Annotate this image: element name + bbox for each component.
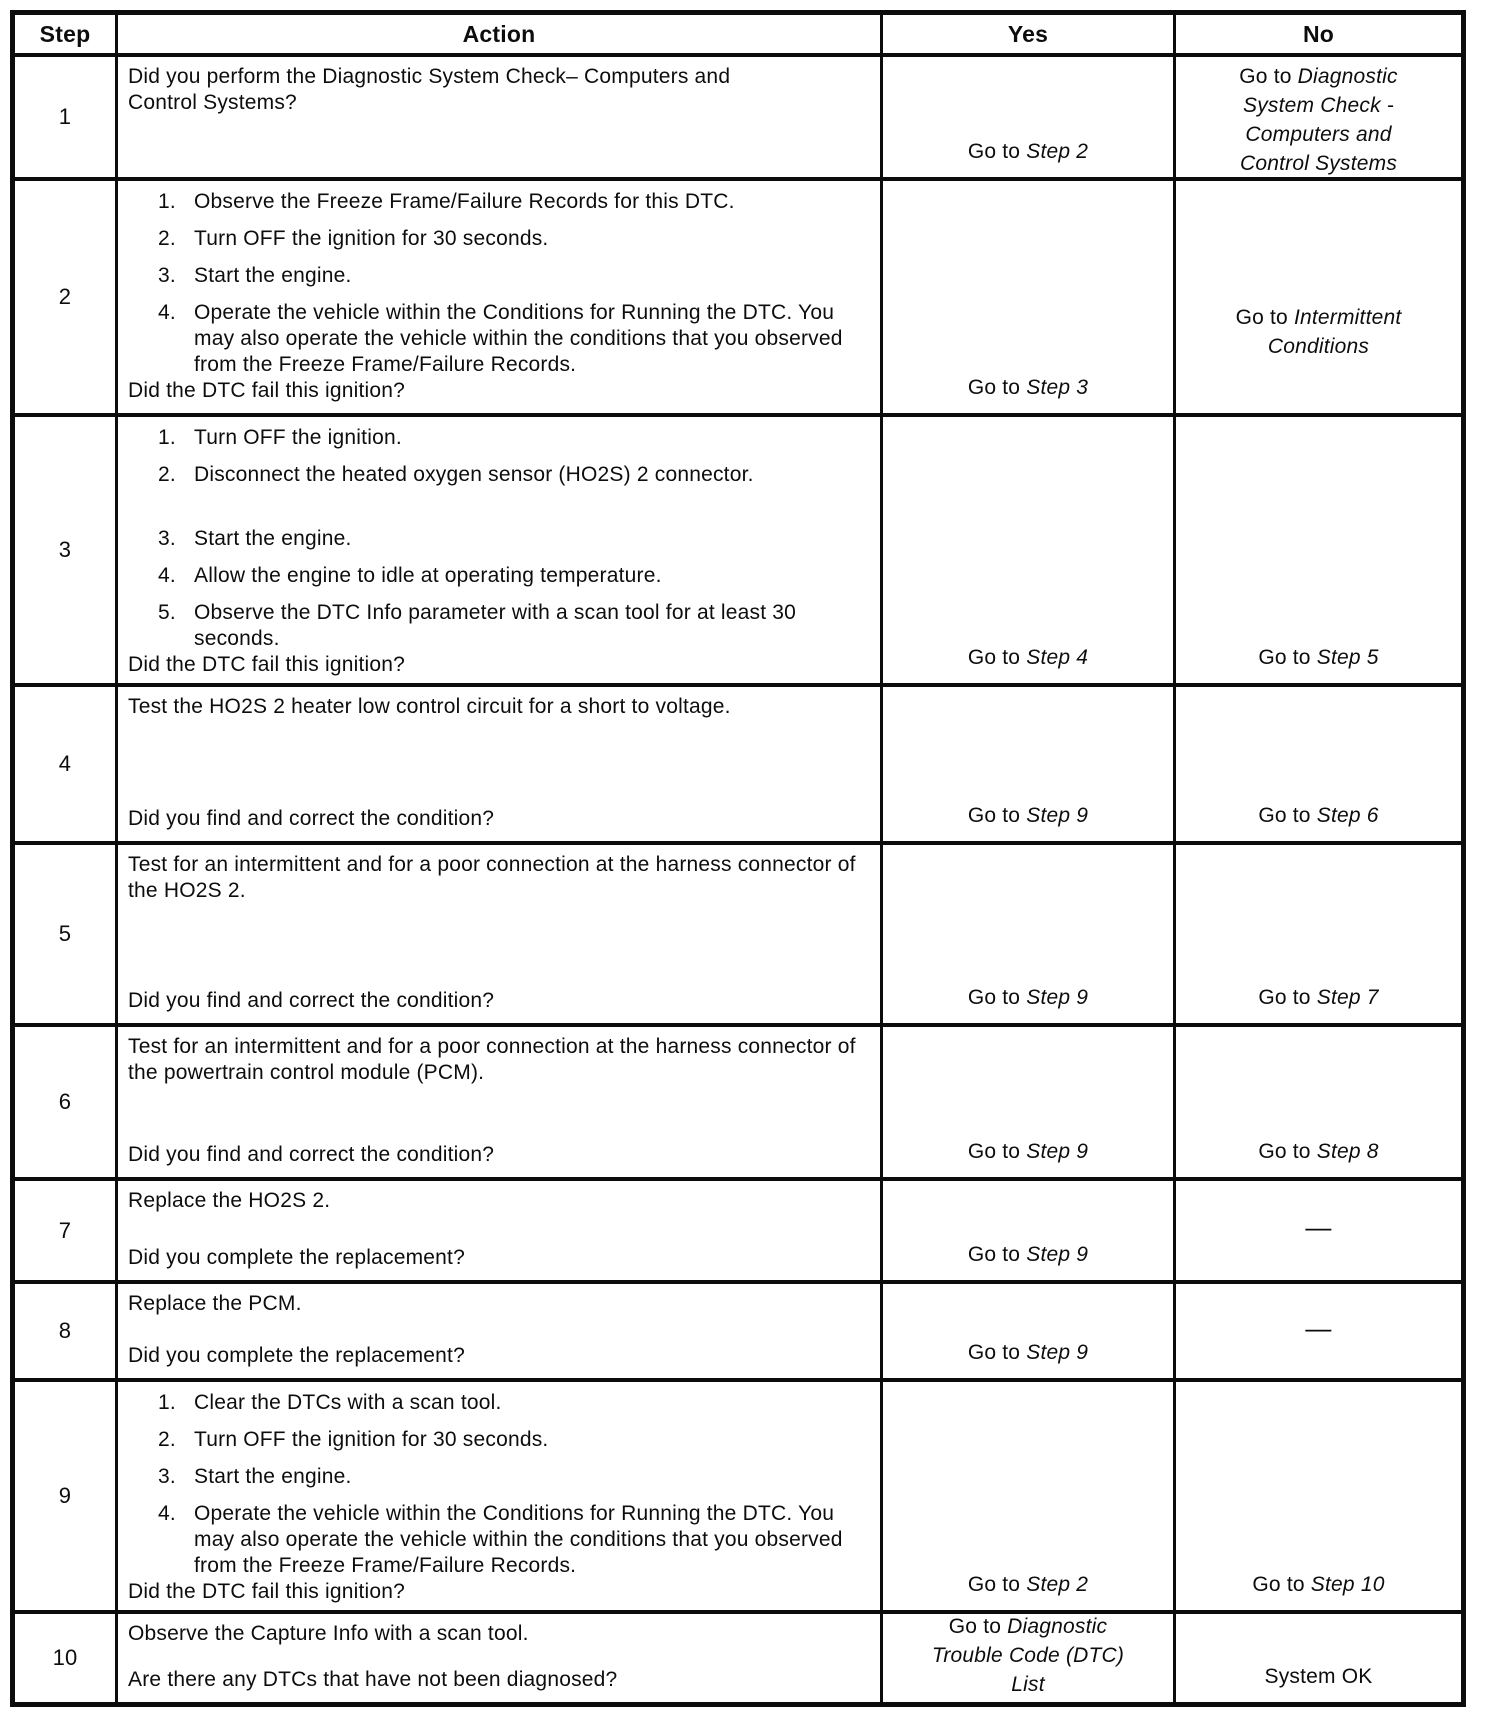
action-item xyxy=(128,300,872,378)
step-cell xyxy=(15,1280,115,1378)
item-text: Start the engine. xyxy=(194,1465,352,1488)
item-number: 4. xyxy=(158,564,176,587)
no-cell xyxy=(1173,1177,1461,1280)
goto-prefix: Go to xyxy=(1258,986,1317,1009)
no-cell xyxy=(1173,53,1461,177)
goto-prefix: Go to xyxy=(1258,1140,1317,1163)
col-header-step: Step xyxy=(39,21,91,47)
action-cell xyxy=(115,1177,880,1280)
goto-text xyxy=(968,137,1088,166)
item-text: Start the engine. xyxy=(194,264,352,287)
action-cell xyxy=(115,53,880,177)
goto-text xyxy=(1258,1137,1378,1166)
goto-prefix: Go to xyxy=(1252,1573,1311,1596)
goto-target: Step 5 xyxy=(1316,646,1379,669)
goto-target: Step 9 xyxy=(1026,1341,1089,1364)
step-number: 1 xyxy=(58,104,72,129)
step-number: 10 xyxy=(52,1645,78,1670)
step-number: 4 xyxy=(58,751,72,776)
no-cell xyxy=(1173,177,1461,413)
goto-text xyxy=(968,1240,1088,1269)
action-item xyxy=(128,1390,872,1416)
goto-target: Diagnostic System Check - Computers and Control Systems xyxy=(1239,65,1398,175)
item-text: Turn OFF the ignition. xyxy=(194,426,402,449)
no-action-dash: — xyxy=(1305,1312,1332,1343)
item-number: 1. xyxy=(158,190,176,213)
action-cell xyxy=(115,1610,880,1702)
goto-target: Step 9 xyxy=(1026,1140,1089,1163)
goto-prefix: Go to xyxy=(967,1573,1027,1596)
item-number: 2. xyxy=(158,1428,176,1451)
action-item xyxy=(128,1501,872,1579)
col-header-no: No xyxy=(1173,15,1461,53)
action-cell xyxy=(115,1280,880,1378)
step-number: 6 xyxy=(58,1089,72,1114)
no-cell xyxy=(1173,1610,1461,1702)
action-cell xyxy=(115,841,880,1023)
item-text: Disconnect the heated oxygen sensor (HO2S) 2 connector. xyxy=(194,463,754,486)
action-question: Did the DTC fail this ignition? xyxy=(128,379,405,402)
action-question: Did the DTC fail this ignition? xyxy=(128,653,405,676)
step-number: 5 xyxy=(58,921,72,946)
action-item xyxy=(128,1464,872,1490)
status-text: System OK xyxy=(1264,1665,1373,1688)
step-cell xyxy=(15,1610,115,1702)
goto-target: Step 7 xyxy=(1316,986,1379,1009)
step-number: 8 xyxy=(58,1318,72,1343)
step-number: 2 xyxy=(58,284,72,309)
goto-prefix: Go to xyxy=(967,1341,1027,1364)
goto-prefix: Go to xyxy=(1235,306,1294,329)
no-cell xyxy=(1173,1023,1461,1177)
goto-target: Step 2 xyxy=(1026,140,1089,163)
item-number: 4. xyxy=(158,1502,176,1525)
goto-prefix: Go to xyxy=(967,1243,1027,1266)
action-question: Did you complete the replacement? xyxy=(128,1246,465,1269)
step-cell xyxy=(15,53,115,177)
step-cell xyxy=(15,683,115,841)
goto-text xyxy=(968,983,1088,1012)
goto-target: Step 8 xyxy=(1316,1140,1379,1163)
goto-prefix: Go to xyxy=(967,804,1027,827)
action-intro: Replace the HO2S 2. xyxy=(128,1189,331,1212)
goto-target: Step 6 xyxy=(1316,804,1379,827)
diagnostic-table xyxy=(10,10,1466,1707)
item-text: Observe the DTC Info parameter with a scan tool for at least 30 seconds. xyxy=(194,601,797,650)
action-intro: Test for an intermittent and for a poor connection at the harness connector of the powertrain control module (PCM). xyxy=(128,1035,856,1084)
goto-text xyxy=(968,643,1088,672)
step-number: 9 xyxy=(58,1483,72,1508)
action-cell xyxy=(115,1378,880,1610)
goto-target: Step 4 xyxy=(1026,646,1089,669)
goto-text xyxy=(968,801,1088,830)
goto-text xyxy=(968,1338,1088,1367)
goto-text xyxy=(1258,983,1378,1012)
goto-prefix: Go to xyxy=(967,376,1027,399)
item-text: Operate the vehicle within the Conditions for Running the DTC. You may also operate the vehicle within the conditions that you observed from the Freeze Frame/Failure Records. xyxy=(194,301,843,376)
item-number: 5. xyxy=(158,601,176,624)
step-cell xyxy=(15,177,115,413)
goto-target: Step 9 xyxy=(1026,804,1089,827)
action-question: Are there any DTCs that have not been diagnosed? xyxy=(128,1668,618,1691)
step-cell xyxy=(15,841,115,1023)
yes-cell xyxy=(880,53,1173,177)
item-number: 4. xyxy=(158,301,176,324)
col-header-yes: Yes xyxy=(880,15,1173,53)
action-question: Did the DTC fail this ignition? xyxy=(128,1580,405,1603)
goto-prefix: Go to xyxy=(1258,804,1317,827)
yes-cell xyxy=(880,1023,1173,1177)
goto-text xyxy=(968,373,1088,402)
goto-target: Step 9 xyxy=(1026,986,1089,1009)
goto-text xyxy=(928,1612,1128,1699)
action-item xyxy=(128,1427,872,1453)
no-cell xyxy=(1173,1280,1461,1378)
item-text: Operate the vehicle within the Conditions for Running the DTC. You may also operate the vehicle within the conditions that you observed from the Freeze Frame/Failure Records. xyxy=(194,1502,843,1577)
action-item xyxy=(128,189,872,215)
goto-prefix: Go to xyxy=(948,1614,1008,1638)
item-text: Turn OFF the ignition for 30 seconds. xyxy=(194,227,549,250)
step-cell xyxy=(15,1378,115,1610)
yes-cell xyxy=(880,413,1173,683)
yes-cell xyxy=(880,1177,1173,1280)
item-text: Allow the engine to idle at operating temperature. xyxy=(194,564,662,587)
action-intro: Test the HO2S 2 heater low control circuit for a short to voltage. xyxy=(128,695,731,718)
step-cell xyxy=(15,413,115,683)
item-number: 2. xyxy=(158,227,176,250)
action-item xyxy=(128,600,872,652)
goto-target: Intermittent Conditions xyxy=(1267,306,1402,358)
item-text: Start the engine. xyxy=(194,527,352,550)
action-cell xyxy=(115,413,880,683)
step-number: 3 xyxy=(58,537,72,562)
goto-prefix: Go to xyxy=(967,140,1027,163)
item-number: 3. xyxy=(158,264,176,287)
goto-prefix: Go to xyxy=(967,1140,1027,1163)
step-cell xyxy=(15,1177,115,1280)
no-cell xyxy=(1173,413,1461,683)
goto-prefix: Go to xyxy=(967,646,1027,669)
item-text: Turn OFF the ignition for 30 seconds. xyxy=(194,1428,549,1451)
yes-cell xyxy=(880,683,1173,841)
no-cell xyxy=(1173,683,1461,841)
goto-text xyxy=(1252,1570,1384,1599)
item-number: 2. xyxy=(158,463,176,486)
action-item xyxy=(128,563,872,589)
action-question: Did you find and correct the condition? xyxy=(128,989,495,1012)
goto-target: Step 2 xyxy=(1026,1573,1089,1596)
goto-text xyxy=(1227,62,1411,177)
yes-cell xyxy=(880,841,1173,1023)
goto-text xyxy=(968,1137,1088,1166)
item-number: 3. xyxy=(158,527,176,550)
goto-prefix: Go to xyxy=(967,986,1027,1009)
action-item xyxy=(128,462,872,488)
no-cell xyxy=(1173,1378,1461,1610)
no-cell xyxy=(1173,841,1461,1023)
no-action-dash: — xyxy=(1305,1212,1332,1242)
item-number: 1. xyxy=(158,426,176,449)
goto-target: Step 3 xyxy=(1026,376,1089,399)
action-item xyxy=(128,226,872,252)
yes-cell xyxy=(880,1378,1173,1610)
action-intro: Did you perform the Diagnostic System Check– Computers and Control Systems? xyxy=(128,65,731,114)
action-cell xyxy=(115,177,880,413)
action-intro: Test for an intermittent and for a poor connection at the harness connector of the HO2S 2. xyxy=(128,853,856,902)
item-number: 3. xyxy=(158,1465,176,1488)
item-text: Clear the DTCs with a scan tool. xyxy=(194,1391,502,1414)
action-question: Did you find and correct the condition? xyxy=(128,1143,495,1166)
goto-text xyxy=(968,1570,1088,1599)
action-item xyxy=(128,425,872,451)
action-item xyxy=(128,526,872,552)
action-intro: Replace the PCM. xyxy=(128,1292,302,1315)
goto-text xyxy=(1258,643,1378,672)
goto-prefix: Go to xyxy=(1239,65,1298,88)
action-question: Did you complete the replacement? xyxy=(128,1344,465,1367)
goto-target: Step 9 xyxy=(1026,1243,1089,1266)
yes-cell xyxy=(880,1280,1173,1378)
action-intro: Observe the Capture Info with a scan tool. xyxy=(128,1622,529,1645)
action-question: Did you find and correct the condition? xyxy=(128,807,495,830)
action-cell xyxy=(115,1023,880,1177)
step-number: 7 xyxy=(58,1217,72,1243)
step-cell xyxy=(15,1023,115,1177)
col-header-action: Action xyxy=(115,15,880,53)
action-item xyxy=(128,263,872,289)
goto-text xyxy=(1258,801,1378,830)
goto-target: Step 10 xyxy=(1310,1573,1385,1596)
goto-target: Diagnostic Trouble Code (DTC) List xyxy=(931,1614,1125,1696)
item-number: 1. xyxy=(158,1391,176,1414)
goto-prefix: Go to xyxy=(1258,646,1317,669)
action-cell xyxy=(115,683,880,841)
item-text: Observe the Freeze Frame/Failure Records for this DTC. xyxy=(194,190,735,213)
yes-cell xyxy=(880,1610,1173,1702)
goto-text xyxy=(1188,303,1449,361)
yes-cell xyxy=(880,177,1173,413)
